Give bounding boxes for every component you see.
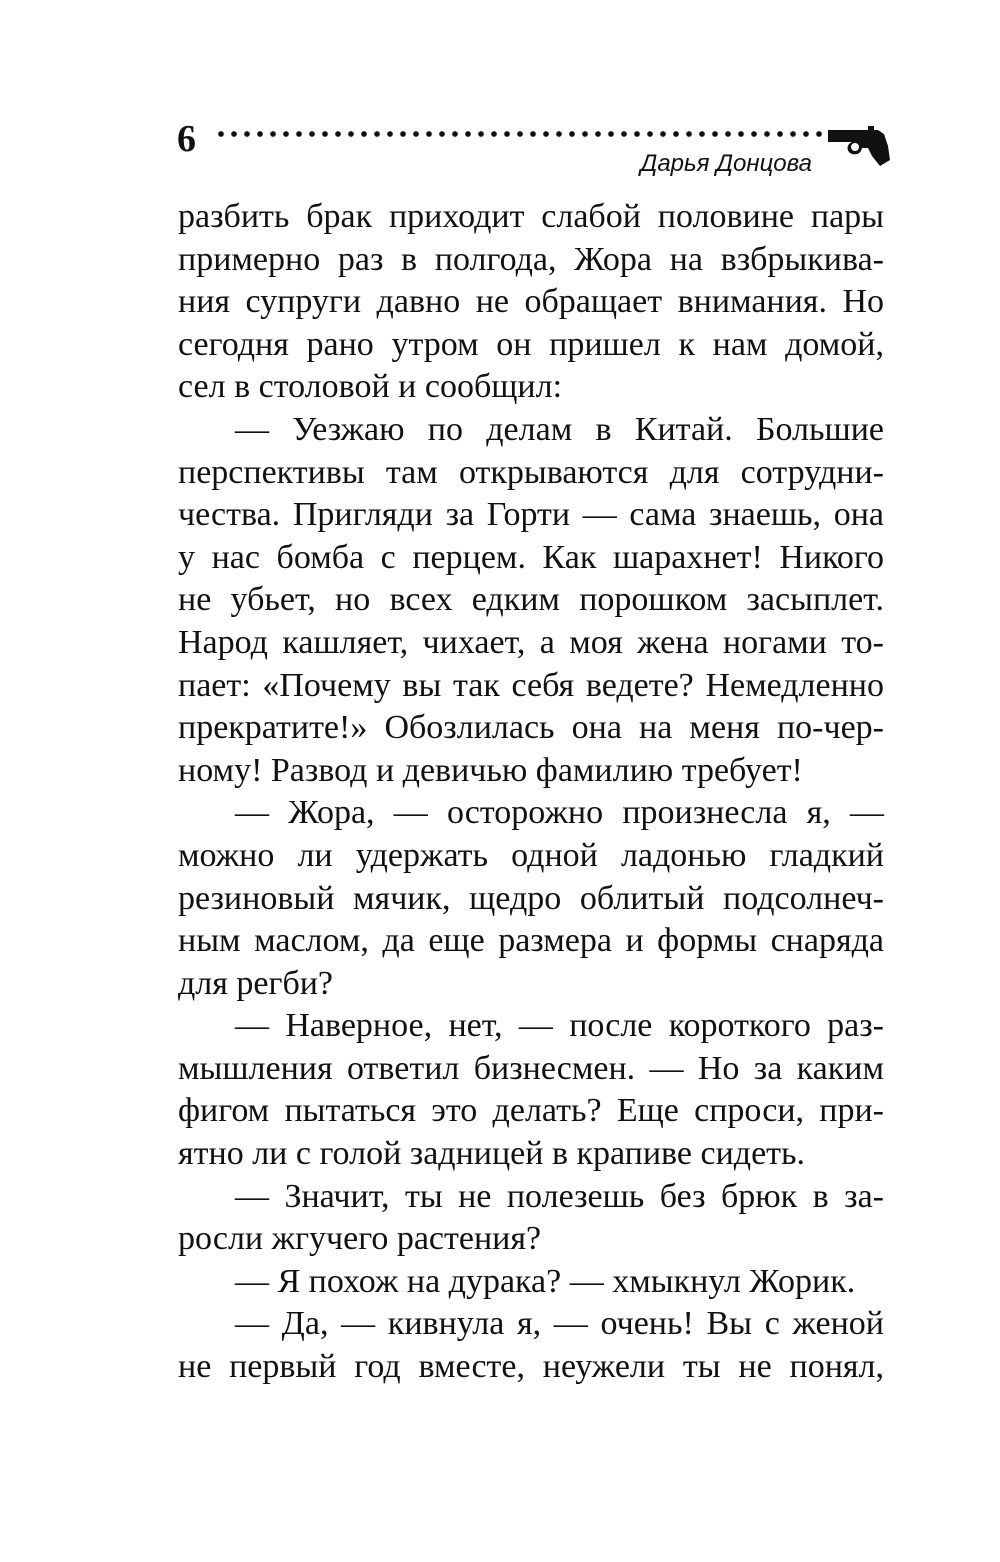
text-line: резиновый мячик, щедро облитый подсолнеч- xyxy=(178,879,884,917)
text-line: росли жгучего растения? xyxy=(178,1220,542,1258)
text-line: не убьет, но всех едким порошком засыплет. xyxy=(178,581,884,619)
text-line: — Наверное, нет, — после короткого раз- xyxy=(235,1007,884,1045)
running-header-author: Дарья Донцова xyxy=(640,150,812,177)
text-line: для регби? xyxy=(178,964,334,1002)
text-line: — Я похож на дурака? — хмыкнул Жорик. xyxy=(235,1262,856,1300)
text-line: ятно ли с голой задницей в крапиве сидеть. xyxy=(178,1135,806,1173)
text-line: примерно раз в полгода, Жора на взбрыкива- xyxy=(178,240,884,278)
text-line: сел в столовой и сообщил: xyxy=(178,368,563,406)
dot-leader-divider xyxy=(218,131,840,139)
text-line: — Значит, ты не полезешь без брюк в за- xyxy=(235,1177,884,1215)
text-line: — Жора, — осторожно произнесла я, — xyxy=(235,794,884,832)
page-number: 6 xyxy=(177,118,196,160)
text-line: фигом пытаться это делать? Еще спроси, при- xyxy=(178,1092,884,1130)
text-line: сегодня рано утром он пришел к нам домой, xyxy=(178,325,884,363)
text-line: перспективы там открываются для сотрудни- xyxy=(178,453,884,491)
text-line: прекратите!» Обозлилась она на меня по-чер- xyxy=(178,709,884,747)
text-line: — Уезжаю по делам в Китай. Большие xyxy=(235,410,884,448)
text-line: можно ли удержать одной ладонью гладкий xyxy=(178,836,884,874)
text-line: ному! Развод и девичью фамилию требует! xyxy=(178,751,803,789)
text-line: пает: «Почему вы так себя ведете? Немедленно xyxy=(178,666,884,704)
revolver-icon xyxy=(828,120,890,168)
text-line: разбить брак приходит слабой половине пары xyxy=(178,198,884,235)
text-line: — Да, — кивнула я, — очень! Вы с женой xyxy=(235,1305,884,1343)
text-line: чества. Пригляди за Горти — сама знаешь, она xyxy=(178,496,884,534)
text-line: ным маслом, да еще размера и формы снаряда xyxy=(178,922,884,960)
text-line: Народ кашляет, чихает, а моя жена ногами то- xyxy=(178,623,884,661)
text-line: не первый год вместе, неужели ты не понял, xyxy=(178,1348,884,1386)
page-text xyxy=(178,196,884,1389)
text-line: у нас бомба с перцем. Как шарахнет! Никого xyxy=(178,538,884,576)
text-line: ния супруги давно не обращает внимания. Но xyxy=(178,283,884,321)
text-line: мышления ответил бизнесмен. — Но за каким xyxy=(178,1049,884,1087)
